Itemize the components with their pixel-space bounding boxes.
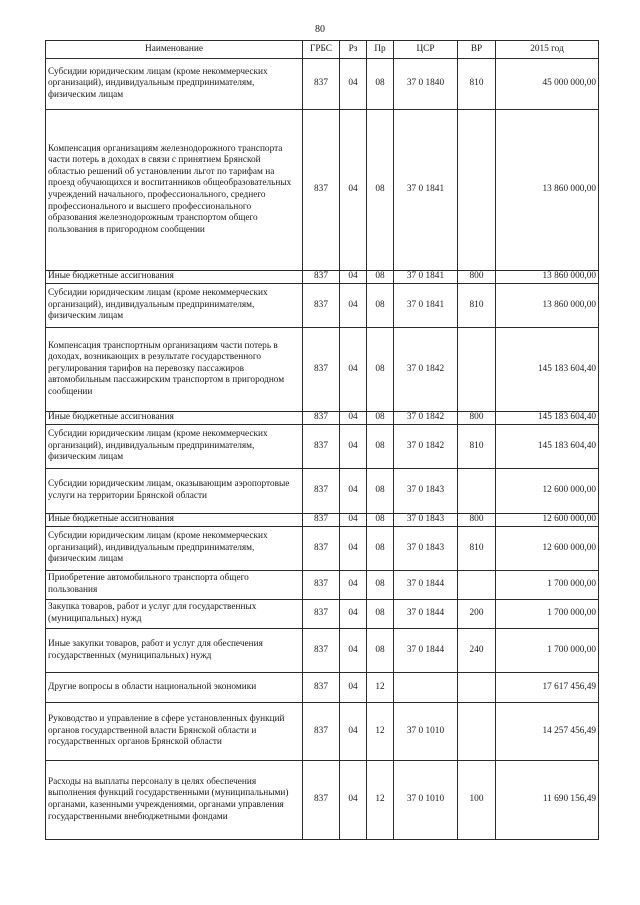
row-rz: 04 (340, 629, 367, 673)
table-row (46, 527, 599, 571)
row-pr: 08 (367, 110, 394, 271)
row-pr: 08 (367, 412, 394, 425)
row-vr: 100 (458, 761, 496, 840)
row-rz: 04 (340, 673, 367, 703)
table-row (46, 469, 599, 514)
row-name: Субсидии юридическим лицам (кроме некоммерческих организаций), индивидуальным предпринимателям, физическим лицам (46, 527, 303, 571)
row-rz: 04 (340, 412, 367, 425)
row-rz: 04 (340, 284, 367, 328)
table-row (46, 600, 599, 629)
row-grbs: 837 (303, 110, 340, 271)
row-csr: 37 0 1841 (394, 110, 458, 271)
row-vr: 810 (458, 425, 496, 469)
table-row (46, 629, 599, 673)
row-pr: 08 (367, 514, 394, 527)
row-vr: 240 (458, 629, 496, 673)
row-pr: 08 (367, 425, 394, 469)
row-amount: 13 860 000,00 (496, 271, 599, 284)
table-row (46, 761, 599, 840)
row-amount: 145 183 604,40 (496, 425, 599, 469)
row-amount: 14 257 456,49 (496, 703, 599, 761)
row-rz: 04 (340, 527, 367, 571)
row-csr: 37 0 1844 (394, 600, 458, 629)
row-amount: 12 600 000,00 (496, 469, 599, 514)
row-amount: 145 183 604,40 (496, 412, 599, 425)
row-amount: 13 860 000,00 (496, 110, 599, 271)
row-pr: 12 (367, 761, 394, 840)
row-csr: 37 0 1841 (394, 271, 458, 284)
row-rz: 04 (340, 600, 367, 629)
row-grbs: 837 (303, 761, 340, 840)
table-row (46, 703, 599, 761)
page-number: 80 (315, 24, 325, 35)
header-amount: 2015 год (496, 41, 599, 59)
row-vr: 810 (458, 59, 496, 110)
row-pr: 08 (367, 59, 394, 110)
row-grbs: 837 (303, 600, 340, 629)
table-row (46, 412, 599, 425)
row-pr: 08 (367, 571, 394, 600)
row-pr: 08 (367, 469, 394, 514)
row-vr (458, 571, 496, 600)
row-csr: 37 0 1841 (394, 284, 458, 328)
table-row (46, 514, 599, 527)
row-grbs: 837 (303, 284, 340, 328)
row-vr (458, 328, 496, 412)
row-rz: 04 (340, 514, 367, 527)
row-name: Иные бюджетные ассигнования (46, 271, 303, 284)
row-grbs: 837 (303, 527, 340, 571)
row-vr (458, 703, 496, 761)
row-vr (458, 469, 496, 514)
row-rz: 04 (340, 425, 367, 469)
row-pr: 08 (367, 284, 394, 328)
row-grbs: 837 (303, 328, 340, 412)
row-vr: 800 (458, 271, 496, 284)
row-name: Руководство и управление в сфере установленных функций органов государственной власти Брянской области и государственных органов Брянской области (46, 703, 303, 761)
row-name: Другие вопросы в области национальной экономики (46, 673, 303, 703)
row-grbs: 837 (303, 703, 340, 761)
row-grbs: 837 (303, 629, 340, 673)
row-csr (394, 673, 458, 703)
row-pr: 08 (367, 527, 394, 571)
row-name: Иные бюджетные ассигнования (46, 412, 303, 425)
row-rz: 04 (340, 328, 367, 412)
table-row (46, 59, 599, 110)
row-name: Субсидии юридическим лицам, оказывающим аэропортовые услуги на территории Брянской области (46, 469, 303, 514)
table-row (46, 673, 599, 703)
header-rz: Рз (340, 41, 367, 59)
row-pr: 08 (367, 629, 394, 673)
row-name: Иные бюджетные ассигнования (46, 514, 303, 527)
row-csr: 37 0 1842 (394, 412, 458, 425)
row-name: Закупка товаров, работ и услуг для государственных (муниципальных) нужд (46, 600, 303, 629)
header-name: Наименование (46, 41, 303, 59)
row-rz: 04 (340, 110, 367, 271)
row-pr: 08 (367, 328, 394, 412)
header-vr: ВР (458, 41, 496, 59)
row-vr: 800 (458, 412, 496, 425)
row-amount: 17 617 456,49 (496, 673, 599, 703)
row-amount: 1 700 000,00 (496, 571, 599, 600)
row-vr: 810 (458, 284, 496, 328)
row-grbs: 837 (303, 514, 340, 527)
row-rz: 04 (340, 703, 367, 761)
row-csr: 37 0 1843 (394, 527, 458, 571)
row-rz: 04 (340, 469, 367, 514)
row-amount: 12 600 000,00 (496, 514, 599, 527)
row-grbs: 837 (303, 412, 340, 425)
row-name: Субсидии юридическим лицам (кроме некоммерческих организаций), индивидуальным предпринимателям, физическим лицам (46, 59, 303, 110)
row-vr (458, 110, 496, 271)
header-grbs: ГРБС (303, 41, 340, 59)
row-grbs: 837 (303, 469, 340, 514)
row-pr: 12 (367, 703, 394, 761)
row-vr: 800 (458, 514, 496, 527)
row-amount: 1 700 000,00 (496, 600, 599, 629)
row-name: Иные закупки товаров, работ и услуг для обеспечения государственных (муниципальных) нужд (46, 629, 303, 673)
row-csr: 37 0 1010 (394, 761, 458, 840)
row-pr: 08 (367, 271, 394, 284)
row-amount: 1 700 000,00 (496, 629, 599, 673)
row-csr: 37 0 1844 (394, 629, 458, 673)
row-csr: 37 0 1010 (394, 703, 458, 761)
table-row (46, 110, 599, 271)
row-grbs: 837 (303, 59, 340, 110)
row-rz: 04 (340, 761, 367, 840)
row-name: Расходы на выплаты персоналу в целях обеспечения выполнения функций государственными (муниципальными) органами, казенными учреждениями, органами управления государственными внебюджетными фондами (46, 761, 303, 840)
row-csr: 37 0 1843 (394, 514, 458, 527)
row-name: Компенсация транспортным организациям части потерь в доходах, возникающих в результате государственного регулирования тарифов на перевозку пассажиров автомобильным пассажирским транспортом в пригородном сообщении (46, 328, 303, 412)
row-pr: 12 (367, 673, 394, 703)
row-csr: 37 0 1840 (394, 59, 458, 110)
row-rz: 04 (340, 271, 367, 284)
header-pr: Пр (367, 41, 394, 59)
table-row (46, 284, 599, 328)
row-grbs: 837 (303, 673, 340, 703)
table-row (46, 425, 599, 469)
row-grbs: 837 (303, 571, 340, 600)
row-csr: 37 0 1842 (394, 328, 458, 412)
table-row (46, 271, 599, 284)
row-amount: 45 000 000,00 (496, 59, 599, 110)
row-csr: 37 0 1842 (394, 425, 458, 469)
row-amount: 12 600 000,00 (496, 527, 599, 571)
table-row (46, 328, 599, 412)
row-amount: 13 860 000,00 (496, 284, 599, 328)
row-name: Субсидии юридическим лицам (кроме некоммерческих организаций), индивидуальным предпринимателям, физическим лицам (46, 425, 303, 469)
row-vr: 810 (458, 527, 496, 571)
row-amount: 145 183 604,40 (496, 328, 599, 412)
table-row (46, 571, 599, 600)
row-rz: 04 (340, 571, 367, 600)
row-name: Компенсация организациям железнодорожного транспорта части потерь в доходах в связи с принятием Брянской областью решений об установлении льгот по тарифам на проезд обучающихся и воспитанников общеобразовательных учреждений начального, профессионального, среднего профессионального и высшего профессионального образования железнодорожным транспортом общего пользования в пригородном сообщении (46, 110, 303, 271)
row-name: Субсидии юридическим лицам (кроме некоммерческих организаций), индивидуальным предпринимателям, физическим лицам (46, 284, 303, 328)
header-row (46, 41, 599, 59)
budget-table (45, 40, 599, 840)
row-vr: 200 (458, 600, 496, 629)
row-csr: 37 0 1843 (394, 469, 458, 514)
row-grbs: 837 (303, 425, 340, 469)
header-csr: ЦСР (394, 41, 458, 59)
row-pr: 08 (367, 600, 394, 629)
row-vr (458, 673, 496, 703)
row-amount: 11 690 156,49 (496, 761, 599, 840)
row-rz: 04 (340, 59, 367, 110)
row-name: Приобретение автомобильного транспорта общего пользования (46, 571, 303, 600)
row-grbs: 837 (303, 271, 340, 284)
row-csr: 37 0 1844 (394, 571, 458, 600)
